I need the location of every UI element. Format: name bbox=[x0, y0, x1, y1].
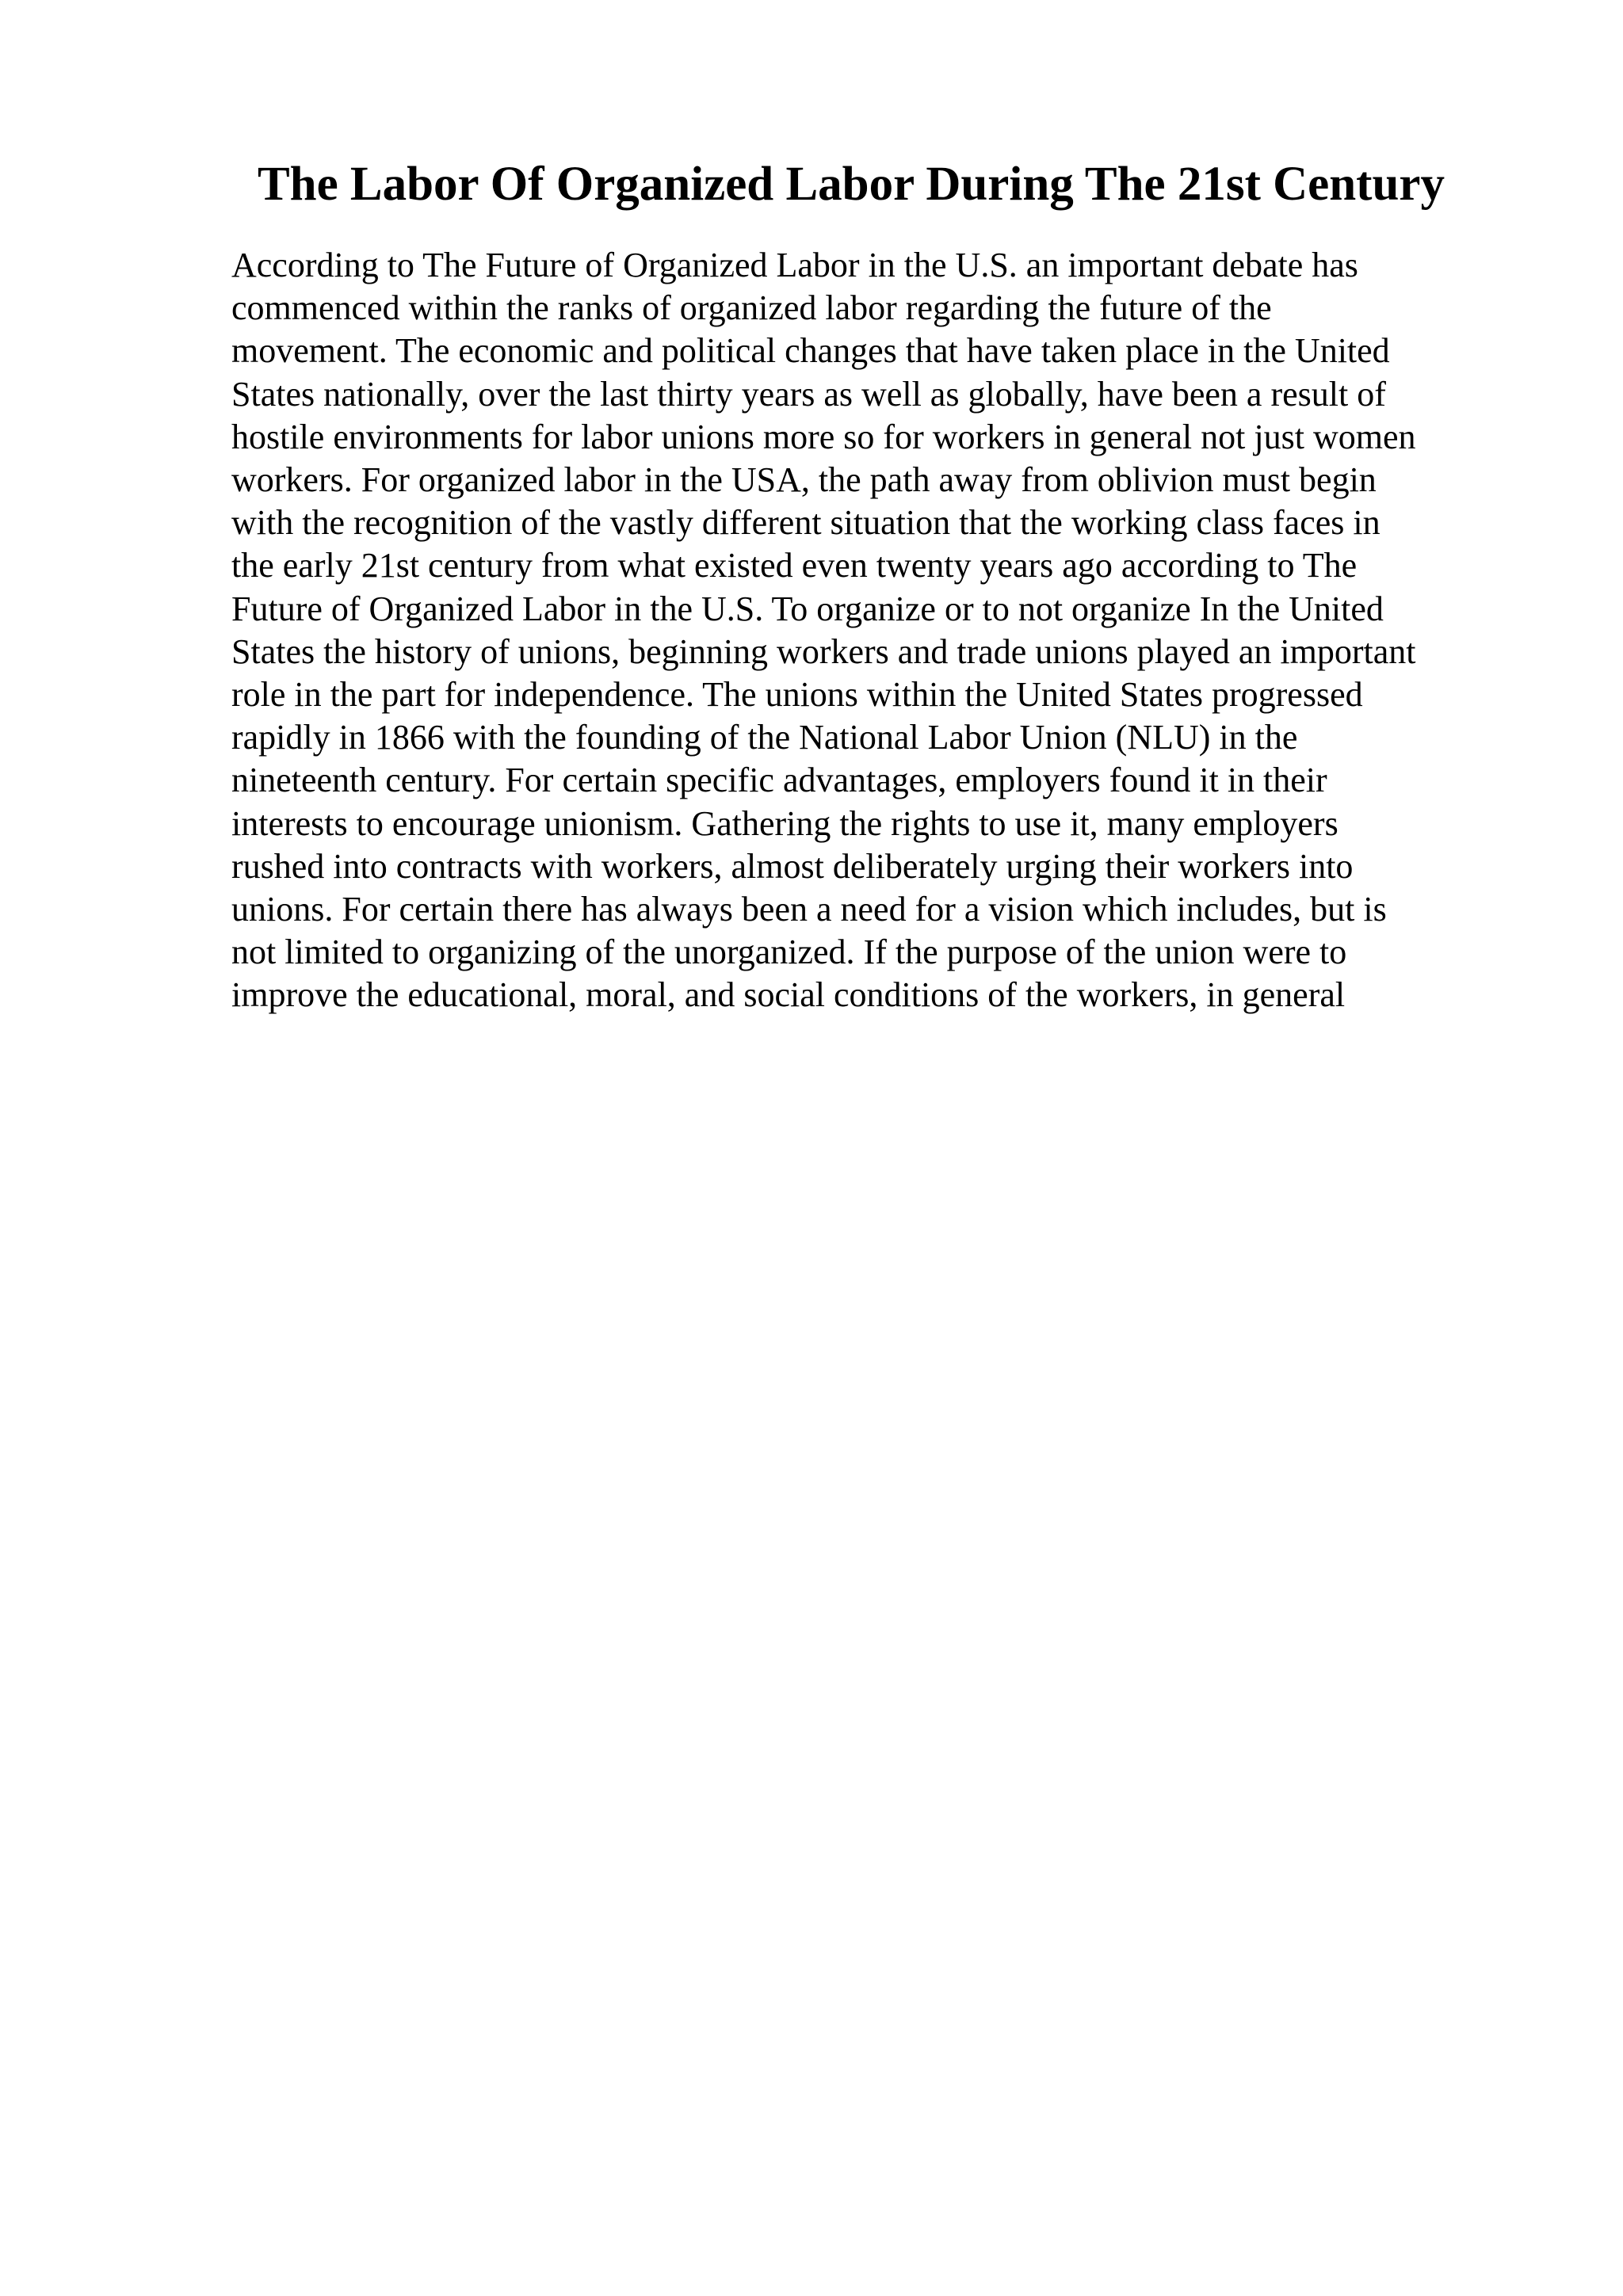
paragraph-line: interests to encourage unionism. Gathering the rights to use it, many employers bbox=[231, 803, 1338, 843]
paragraph-line: improve the educational, moral, and social conditions of the workers, in general bbox=[231, 975, 1346, 1015]
paragraph-line: movement. The economic and political changes that have taken place in the United bbox=[231, 331, 1390, 371]
paragraph-line: Future of Organized Labor in the U.S. To organize or to not organize In the United bbox=[231, 589, 1384, 628]
body-paragraph bbox=[231, 244, 1507, 1017]
paragraph-line: hostile environments for labor unions more so for workers in general not just women bbox=[231, 417, 1416, 456]
paragraph-line: States the history of unions, beginning workers and trade unions played an important bbox=[231, 631, 1416, 671]
paragraph-line: According to The Future of Organized Labor in the U.S. an important debate has bbox=[231, 246, 1358, 284]
paragraph-line: role in the part for independence. The unions within the United States progressed bbox=[231, 675, 1363, 715]
paragraph-line: nineteenth century. For certain specific advantages, employers found it in their bbox=[231, 761, 1327, 800]
document-title: The Labor Of Organized Labor During The 21st Century bbox=[257, 158, 1445, 211]
paragraph-line: commenced within the ranks of organized labor regarding the future of the bbox=[231, 288, 1272, 328]
paragraph-line: rushed into contracts with workers, almost deliberately urging their workers into bbox=[231, 846, 1354, 886]
paragraph-line: with the recognition of the vastly different situation that the working class faces in bbox=[231, 503, 1381, 543]
paragraph-line: rapidly in 1866 with the founding of the National Labor Union (NLU) in the bbox=[231, 718, 1298, 757]
paragraph-line: not limited to organizing of the unorganized. If the purpose of the union were to bbox=[231, 933, 1347, 972]
paragraph-line: unions. For certain there has always been a need for a vision which includes, but is bbox=[231, 890, 1387, 929]
paragraph-line: workers. For organized labor in the USA, the path away from oblivion must begin bbox=[231, 460, 1377, 500]
paragraph-line: States nationally, over the last thirty years as well as globally, have been a result of bbox=[231, 374, 1386, 414]
paragraph-line: the early 21st century from what existed even twenty years ago according to The bbox=[231, 546, 1358, 585]
